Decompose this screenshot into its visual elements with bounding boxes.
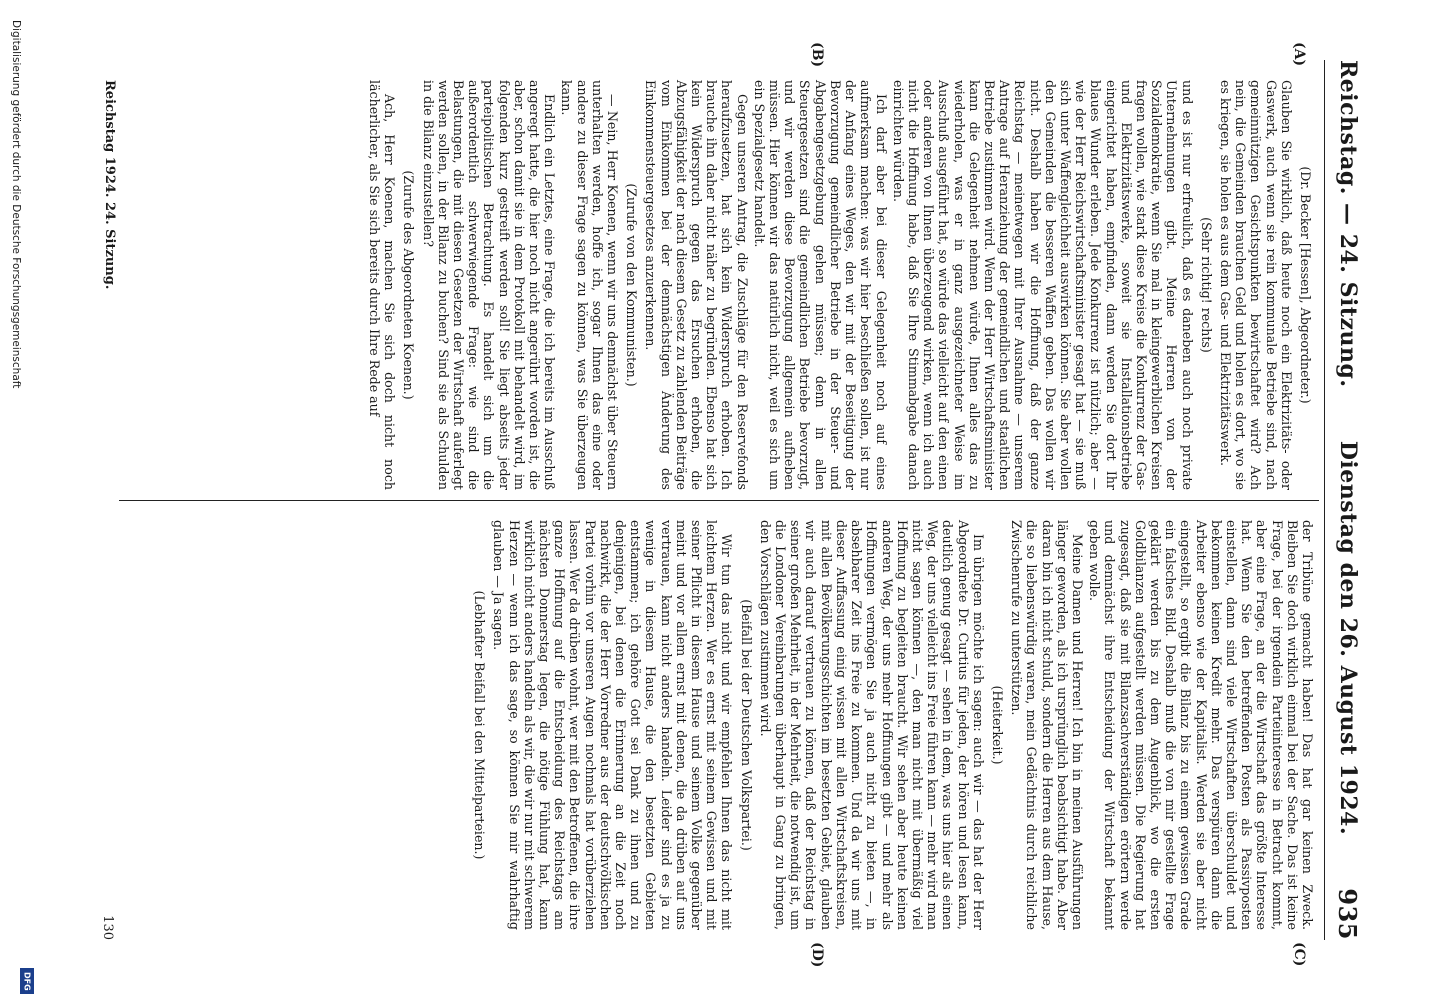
- paragraph: Ach, Herr Koenen, machen Sie sich doch nicht noch lächerlicher, als Sie sich bereits durch Ihre Rede auf: [367, 80, 398, 490]
- paragraph: Ich darf aber bei dieser Gelegenheit noch auf eines aufmerksam machen: was wir hier beschließen sollen, ist nur der Anfang eines Weges, den wir mit der Beseitigung der Bevorzugung gemeindlicher Betriebe in der Steuer- und Abgabengesetzgebung gehen müssen; denn in allen Steuergesetzen sind die gemeindlichen Betriebe bevorzugt, und wir werden diese Bevorzugung allgemein aufheben müssen. Hier können wir das natürlich nicht, weil es sich um ein Spezialgesetz handelt.: [751, 80, 889, 490]
- digitization-credit: Digitalisierung gefördert durch die Deutsche Forschungsgemeinschaft: [10, 20, 22, 389]
- interjection: (Sehr richtig! rechts): [1198, 217, 1214, 353]
- interjection: (Lebhafter Beifall bei den Mittelparteien.): [472, 590, 488, 860]
- document-page: [85, 42, 1365, 968]
- page-header: [1331, 60, 1365, 940]
- dfg-logo: DFG: [20, 968, 34, 994]
- column-divider: [119, 500, 1319, 501]
- left-column: [365, 80, 1315, 490]
- paragraph: Endlich ein Letztes, eine Frage, die ich bereits im Ausschuß angeregt hatte, die hier noch nicht angerührt worden ist, die aber, schon damit sie in dem Protokoll mit behandelt wird, im folgenden kurz gestreift werden soll! Sie liegt abseits jeder parteipolitischen Betrachtung. Es handelt sich um die außerordentlich schwerwiegende Frage: wie sind die Belastungen, die mit diesen Gesetzen der Wirtschaft auferlegt werden sollen, in der Bilanz zu buchen? Sind sie als Schulden in die Bilanz einzustellen?: [420, 80, 558, 490]
- paragraph: Glauben Sie wirklich, daß heute noch ein Elektrizitäts- oder Gaswerk, auch wenn sie rein kommunale Betriebe sind, nach gemeinnützigen Gesichtspunkten bewirtschaftet wird? Ach nein, die Gemeinden brauchen Geld und holen es dort, wo sie es kriegen, sie holen es aus dem Gas- und Elektrizitätswerk.: [1217, 80, 1294, 490]
- margin-marker-b: (B): [809, 42, 825, 68]
- right-column: [468, 520, 1315, 930]
- header-title: Reichstag. — 24. Sitzung.: [1335, 60, 1361, 388]
- paragraph: Wir tun das nicht und wir empfehlen Ihnen das nicht mit leichtem Herzen. Wer es ernst mit seinem Gewissen und mit seiner Pflicht in diesem Hause und seinem Volke gegenüber meint und vor allem ernst mit denen, die da drüben auf uns vertrauen, kann nicht anders handeln. Leider sind es ja zu wenige in diesem Hause, die den besetzten Gebieten entstammen; ich gehöre Gott sei Dank zu ihnen und zu denjenigen, bei denen die Erinnerung an die Zeit noch nachwirkt, die der Herr Vorredner aus der deutschvölkischen Partei vorhin vor unseren Augen nochmals hat vorüberziehen lassen. Wer da drüben wohnt, wer mit den Betroffenen, die ihre ganze Hoffnung auf die Entscheidung des Reichstags am nächsten Donnerstag legen, die nötige Fühlung hat, kann wirklich nicht anders handeln als wir, die wir nur mit schwerem Herzen — wenn ich das sage, so können Sie mir wahrhaftig glauben — Ja sagen.: [491, 520, 735, 930]
- paragraph: — Nein, Herr Koenen, wenn wir uns demnächst über Steuern unterhalten werden, hoffe ich, sogar Ihnen das eine oder andere zu dieser Frage sagen zu können, was Sie überzeugen kann.: [559, 80, 621, 490]
- paragraph: Meine Damen und Herren! Ich bin in meinen Ausführungen länger geworden, als ich ursprünglich beabsichtigt habe. Aber daran bin ich nicht schuld, sondern die Herren aus dem Hause, die so liebenswürdig waren, mein Gedächtnis durch reichliche Zwischenrufe zu unterstützen.: [1009, 520, 1085, 930]
- margin-marker-d: (D): [809, 942, 825, 968]
- footer-session: Reichstag 1924. 24. Sitzung.: [102, 80, 117, 290]
- header-rule: [1324, 60, 1325, 940]
- paragraph: Gegen unseren Antrag, die Zuschläge für den Reservefonds heraufzusetzen, hat sich kein Widerspruch erhoben. Ich brauche ihn daher nicht näher zu begründen. Ebenso hat sich kein Widerspruch gegen das Ersuchen erhoben, die Abzugsfähigkeit der nach diesem Gesetz zu zahlenden Beiträge vom Einkommen bei der demnächstigen Änderung des Einkommensteuergesetzes anzuerkennen.: [643, 80, 750, 490]
- margin-marker-a: (A): [1291, 42, 1307, 67]
- interjection: (Beifall bei der Deutschen Volkspartei.): [738, 599, 754, 851]
- interjection: (Zurufe von den Kommunisten.): [624, 183, 640, 387]
- rotated-page-container: [85, 42, 1365, 968]
- paragraph: der Tribüne gemacht haben! Das hat gar keinen Zweck. Bleiben Sie doch wirklich einmal bei der Sache. Das ist keine Frage, bei der irgendein Parteiinteresse in Betracht kommt, aber eine Frage, an der die Wirtschaft das größte Interesse hat. Wenn Sie den betreffenden Posten als Passivposten einstellen, dann sind viele Wirtschaften überschuldet und bekommen keinen Kredit mehr. Das verspüren dann die Arbeiter ebenso wie der Kapitalist. Werden sie aber nicht eingestellt, so ergibt die Bilanz bis zu einem gewissen Grade ein falsches Bild. Deshalb muß die von mir gestellte Frage geklärt werden bis zu dem Augenblick, wo die ersten Goldbilanzen aufgestellt werden müssen. Die Regierung hat zugesagt, daß sie mit Bilanzsachverständigen erörtern werde und demnächst ihre Entscheidung der Wirtschaft bekannt geben wolle.: [1087, 520, 1315, 930]
- header-date: Dienstag den 26. August 1924.: [1335, 440, 1361, 836]
- speaker-attribution: (Dr. Becker [Hessen], Abgeordneter.): [1298, 166, 1313, 404]
- footer-page-number: 130: [100, 915, 115, 940]
- interjection: (Zurufe des Abgeordneten Koenen.): [401, 170, 417, 400]
- paragraph: und es ist nur erfreulich, daß es daneben auch noch private Unternehmungen gibt. Meine Herren von der Sozialdemokratie, wenn Sie mal in kleingewerblichen Kreisen fragen wollen, wie stark diese Kreise die Konkurrenz der Gas- und Elektrizitätswerke, soweit sie Installationsbetriebe eingerichtet haben, empfinden, dann werden Sie dort Ihr blaues Wunder erleben. Jede Konkurrenz ist nützlich; aber — wie der Herr Reichswirtschaftsminister gesagt hat — sie muß sich unter Waffengleichheit auswirken können. Sie aber wollen den Gemeinden die besseren Waffen geben. Das wollen wir nicht. Deshalb haben wir die Hoffnung, daß der ganze Reichstag — meinetwegen mit Ihrer Ausnahme — unserem Antrage auf Heranziehung der gemeindlichen und staatlichen Betriebe zustimmen wird. Wenn der Herr Wirtschaftsminister kann die Gelegenheit nehmen würde, Ihnen alles das zu wiederholen, was er in ganz ausgezeichneter Weise im Ausschuß ausgeführt hat, so würde das vielleicht auf den einen oder anderen von Ihnen überzeugend wirken, wenn ich auch nicht die Hoffnung habe, daß Sie Ihre Stimmabgabe danach einrichten würden.: [890, 80, 1195, 490]
- paragraph: Im übrigen möchte ich sagen: auch wir — das hat der Herr Abgeordnete Dr. Curtius für jeden, der hören und lesen kann, deutlich genug gesagt — sehen in dem, was uns hier als einen Weg, der uns vielleicht ins Freie führen kann — mehr wird man nicht sagen können —, den man nicht mit übermäßig viel Hoffnung zu begleiten braucht. Wir sehen aber heute keinen anderen Weg, der uns mehr Hoffnungen gibt — und mehr als Hoffnungen vermögen Sie ja auch nicht zu bieten —, in absehbarer Zeit ins Freie zu kommen. Und da wir uns mit dieser Auffassung einig wissen mit allen Wirtschaftskreisen, mit allen Bevölkerungsschichten im besetzten Gebiet, glauben wir auch darauf vertrauen zu können, daß der Reichstag in seiner großen Mehrheit, in der Mehrheit, die notwendig ist, um die Londoner Vereinbarungen überhaupt in Gang zu bringen, den Vorschlägen zustimmen wird.: [757, 520, 986, 930]
- interjection: (Heiterkeit.): [989, 685, 1005, 765]
- credit-strip: [10, 0, 32, 1000]
- margin-marker-c: (C): [1291, 942, 1307, 967]
- header-page-number: 935: [1333, 888, 1363, 940]
